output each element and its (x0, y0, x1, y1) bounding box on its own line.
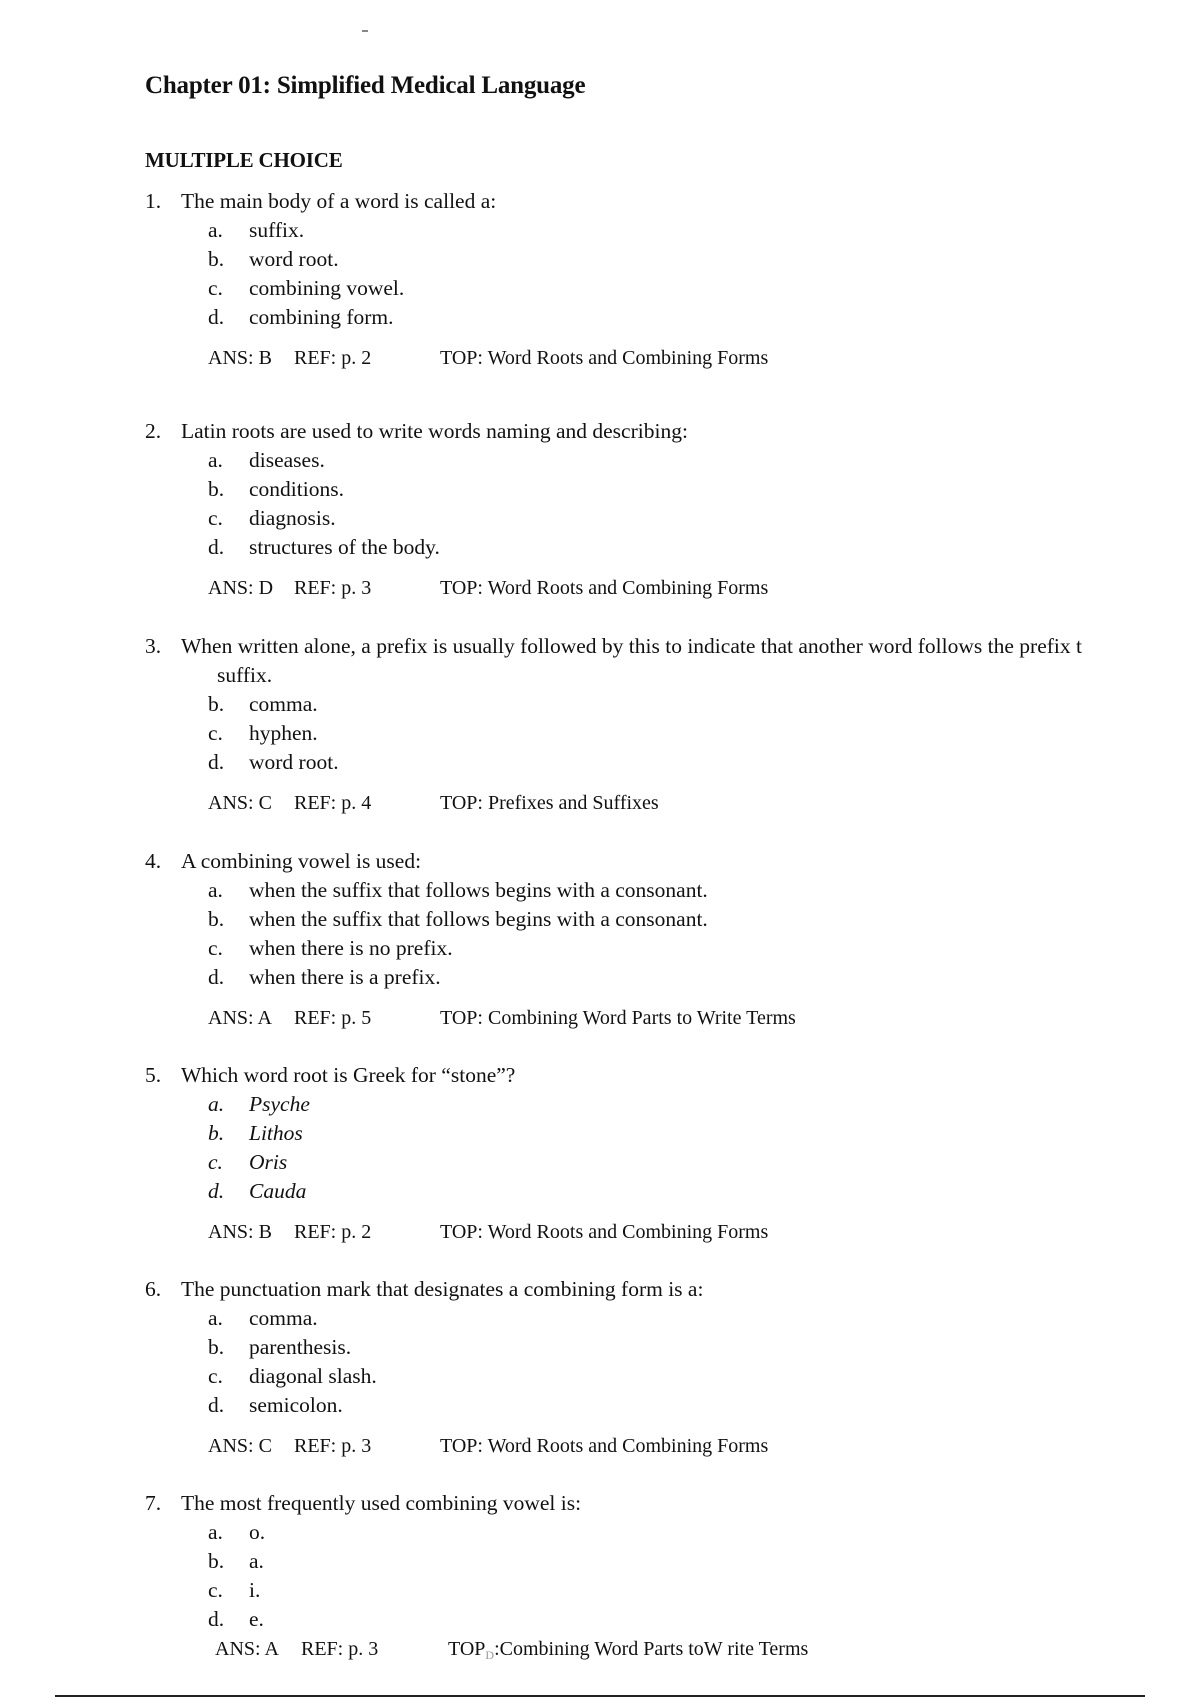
question-text: Which word root is Greek for “stone”? (181, 1063, 516, 1087)
answer-line (145, 345, 1200, 371)
options-list (145, 1518, 1200, 1634)
answer-line (145, 1219, 1200, 1245)
option-b: b. word root. (208, 247, 339, 271)
bottom-rule (55, 1695, 1145, 1697)
option-d: d. structures of the body. (208, 535, 440, 559)
answer-line (145, 575, 1200, 601)
option-continuation: suffix. (217, 663, 273, 687)
option-c: c. diagnosis. (208, 506, 336, 530)
option-c: c. when there is no prefix. (208, 936, 453, 960)
option-b: b. comma. (208, 692, 318, 716)
option-d: d. word root. (208, 750, 339, 774)
options-list (145, 1304, 1200, 1420)
question-text: Latin roots are used to write words naming and describing: (181, 419, 688, 443)
answer-key: ANS: B (208, 1221, 272, 1243)
question-5 (145, 1061, 1200, 1245)
question-text: The punctuation mark that designates a combining form is a: (181, 1277, 704, 1301)
answer-key: ANS: B (208, 347, 272, 369)
answer-key: ANS: C (208, 792, 272, 814)
answer-key: ANS: A (208, 1007, 272, 1029)
option-d: d. Cauda (208, 1179, 307, 1203)
answer-key: ANS: C (208, 1435, 272, 1457)
options-list (145, 1090, 1200, 1206)
question-3 (145, 632, 1200, 816)
question-2 (145, 417, 1200, 601)
option-a: a. o. (208, 1520, 266, 1544)
option-a: a. suffix. (208, 218, 305, 242)
answer-line (145, 1005, 1200, 1031)
topic: TOP: Prefixes and Suffixes (440, 792, 659, 814)
option-a: a. Psyche (208, 1092, 310, 1116)
question-number: 1. (145, 189, 162, 213)
topic-garbled: $TOP_D:Combining$ Word Parts toW rite Terms (448, 1638, 809, 1662)
answer-line (145, 1636, 1200, 1668)
options-list (145, 446, 1200, 562)
option-c: c. hyphen. (208, 721, 318, 745)
page-reference: REF: p. 3 (301, 1638, 379, 1660)
question-number: 7. (145, 1491, 162, 1515)
question-number: 6. (145, 1277, 162, 1301)
option-b: b. conditions. (208, 477, 344, 501)
question-7 (145, 1489, 1200, 1668)
option-a: a. when the suffix that follows begins with a consonant. (208, 878, 708, 902)
question-number: 3. (145, 634, 162, 658)
page-reference: REF: p. 3 (294, 577, 372, 599)
option-a: a. diseases. (208, 448, 325, 472)
question-text: A combining vowel is used: (181, 849, 422, 873)
answer-line (145, 790, 1200, 816)
topic: TOP: Combining Word Parts to Write Terms (440, 1007, 796, 1029)
section-heading: MULTIPLE CHOICE (145, 148, 343, 172)
option-c: c. combining vowel. (208, 276, 405, 300)
option-b: b. when the suffix that follows begins with a consonant. (208, 907, 708, 931)
answer-key: ANS: A (215, 1638, 279, 1660)
page-reference: REF: p. 2 (294, 347, 372, 369)
page-reference: REF: p. 3 (294, 1435, 372, 1457)
option-d: d. when there is a prefix. (208, 965, 441, 989)
answer-key: ANS: D (208, 577, 274, 599)
topic: TOP: Word Roots and Combining Forms (440, 577, 769, 599)
options-list (145, 661, 1200, 777)
page-reference: REF: p. 5 (294, 1007, 372, 1029)
topic: TOP: Word Roots and Combining Forms (440, 1221, 769, 1243)
page-reference: REF: p. 4 (294, 792, 372, 814)
option-d: d. e. (208, 1607, 264, 1631)
question-number: 4. (145, 849, 162, 873)
question-4 (145, 847, 1200, 1031)
options-list (145, 216, 1200, 332)
option-b: b. a. (208, 1549, 264, 1573)
option-c: c. Oris (208, 1150, 288, 1174)
question-text: The most frequently used combining vowel is: (181, 1491, 582, 1515)
question-number: 2. (145, 419, 162, 443)
ocr-noise: D (485, 1648, 495, 1662)
scan-mark (362, 30, 368, 32)
topic: TOP: Word Roots and Combining Forms (440, 347, 769, 369)
answer-line (145, 1433, 1200, 1459)
option-b: b. parenthesis. (208, 1335, 352, 1359)
question-text: When written alone, a prefix is usually followed by this to indicate that another word follows the prefix t (181, 634, 1082, 658)
question-6 (145, 1275, 1200, 1459)
option-d: d. combining form. (208, 305, 394, 329)
option-b: b. Lithos (208, 1121, 303, 1145)
question-text: The main body of a word is called a: (181, 189, 497, 213)
option-a: a. comma. (208, 1306, 318, 1330)
topic: TOP: Word Roots and Combining Forms (440, 1435, 769, 1457)
options-list (145, 876, 1200, 992)
option-c: c. diagonal slash. (208, 1364, 377, 1388)
chapter-title: Chapter 01: Simplified Medical Language (145, 72, 586, 99)
option-d: d. semicolon. (208, 1393, 343, 1417)
question-number: 5. (145, 1063, 162, 1087)
option-c: c. i. (208, 1578, 261, 1602)
page-reference: REF: p. 2 (294, 1221, 372, 1243)
question-1 (145, 187, 1200, 371)
